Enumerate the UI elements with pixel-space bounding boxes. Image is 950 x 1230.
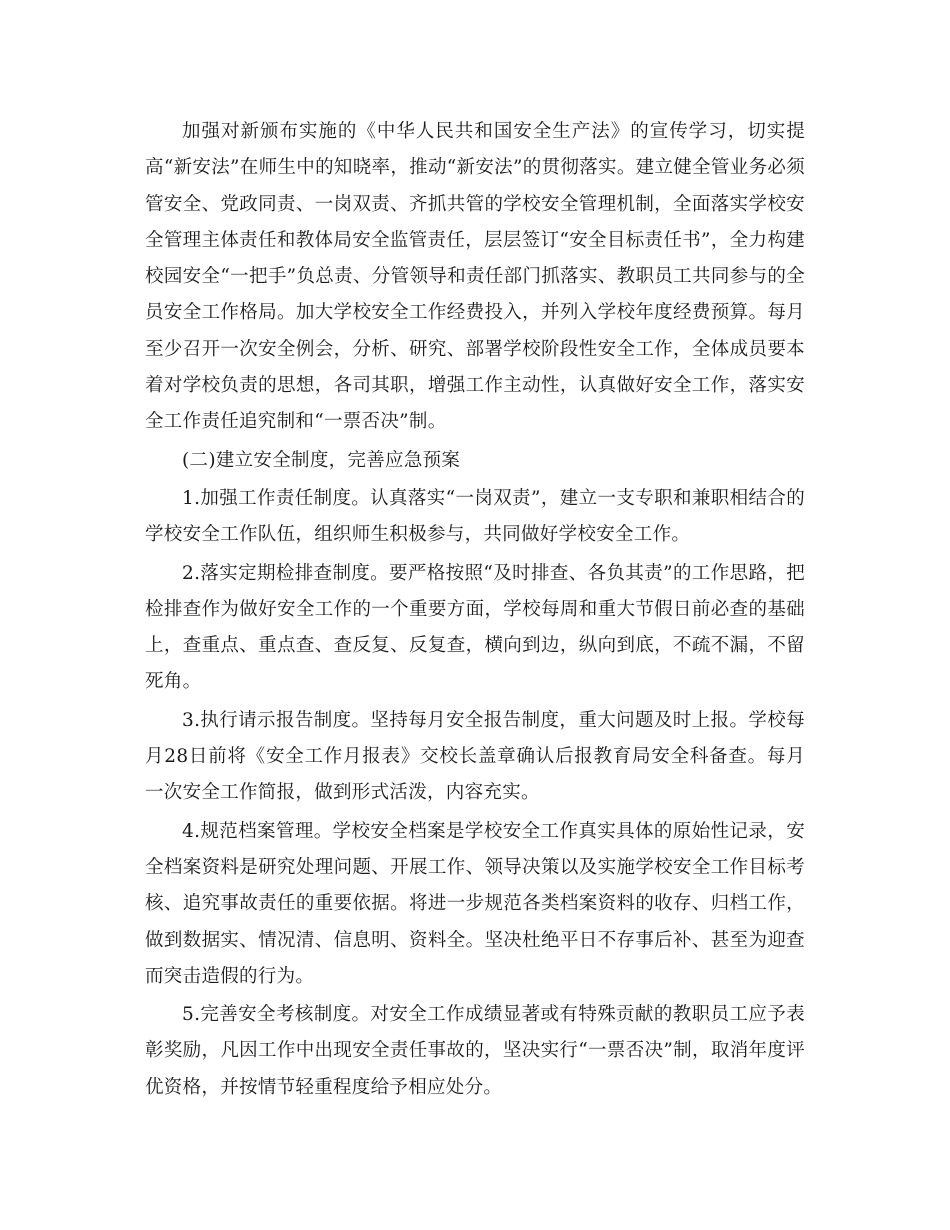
paragraph-safety-law: 加强对新颁布实施的《中华人民共和国安全生产法》的宣传学习，切实提高“新安法”在师生中的知晓率，推动“新安法”的贯彻落实。建立健全管业务必须管安全、党政同责、一岗双责、齐抓共管的学校安全管理机制，全面落实学校安全管理主体责任和教体局安全监管责任，层层签订“安全目标责任书”，全力构建校园安全“一把手”负总责、分管领导和责任部门抓落实、教职员工共同参与的全员安全工作格局。加大学校安全工作经费投入，并列入学校年度经费预算。每月至少召开一次安全例会，分析、研究、部署学校阶段性安全工作，全体成员要本着对学校负责的思想，各司其职，增强工作主动性，认真做好安全工作，落实安全工作责任追究制和“一票否决”制。 bbox=[145, 121, 805, 433]
paragraph-reporting-system: 3.执行请示报告制度。坚持每月安全报告制度，重大问题及时上报。学校每月28日前将《安全工作月报表》交校长盖章确认后报教育局安全科备查。每月一次安全工作简报，做到形式活泼，内容充实。 bbox=[145, 709, 805, 804]
section-heading-safety-system: (二)建立安全制度，完善应急预案 bbox=[182, 449, 461, 471]
paragraph-assessment-system: 5.完善安全考核制度。对安全工作成绩显著或有特殊贡献的教职员工应予表彰奖励，凡因工作中出现安全责任事故的，坚决实行“一票否决”制，取消年度评优资格，并按情节轻重程度给予相应处分。 bbox=[145, 1004, 805, 1098]
paragraph-archive-management: 4.规范档案管理。学校安全档案是学校安全工作真实具体的原始性记录，安全档案资料是研究处理问题、开展工作、领导决策以及实施学校安全工作目标考核、追究事故责任的重要依据。将进一步规范各类档案资料的收存、归档工作，做到数据实、情况清、信息明、资料全。坚决杜绝平日不存事后补、甚至为迎查而突击造假的行为。 bbox=[145, 820, 805, 987]
document-body bbox=[145, 114, 805, 1106]
paragraph-responsibility-system: 1.加强工作责任制度。认真落实“一岗双责”，建立一支专职和兼职相结合的学校安全工作队伍，组织师生积极参与，共同做好学校安全工作。 bbox=[145, 487, 805, 546]
paragraph-inspection-system: 2.落实定期检排查制度。要严格按照“及时排查、各负其责”的工作思路，把检排查作为做好安全工作的一个重要方面，学校每周和重大节假日前必查的基础上，查重点、重点查、查反复、反复查，横向到边，纵向到底，不疏不漏，不留死角。 bbox=[145, 562, 805, 693]
